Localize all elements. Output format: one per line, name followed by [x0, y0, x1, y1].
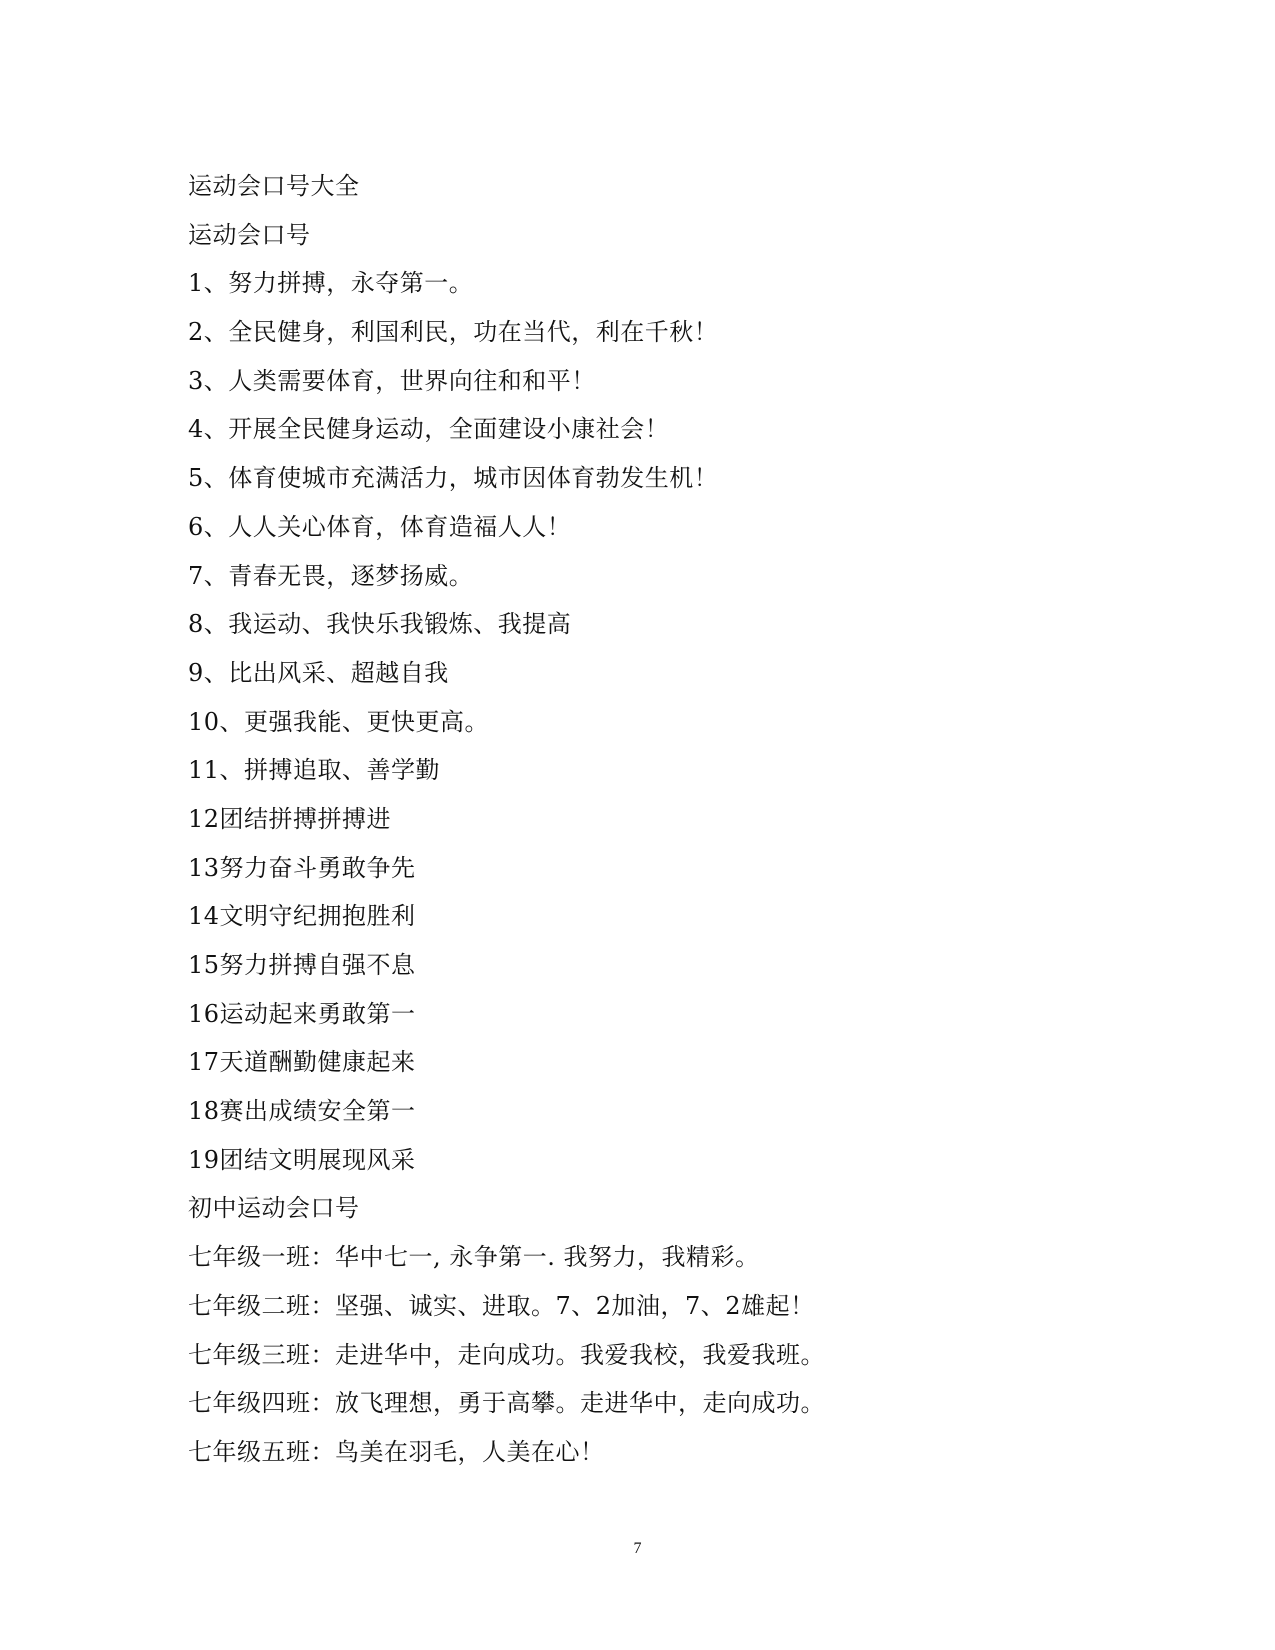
slogan-line: 9、比出风采、超越自我 — [188, 658, 449, 687]
slogan-line: 14文明守纪拥抱胜利 — [188, 902, 416, 931]
slogan-line: 19团结文明展现风采 — [188, 1145, 416, 1174]
class-slogan-line: 七年级一班：华中七一, 永争第一. 我努力，我精彩。 — [188, 1243, 760, 1272]
slogan-line: 4、开展全民健身运动，全面建设小康社会！ — [188, 415, 670, 444]
document-body — [188, 162, 1088, 1477]
class-slogan-line: 七年级五班：鸟美在羽毛，人美在心！ — [188, 1437, 605, 1466]
slogan-line: 12团结拼搏拼搏进 — [188, 804, 392, 833]
slogan-line: 11、拼搏追取、善学勤 — [188, 756, 441, 785]
slogan-line: 1、努力拼搏，永夺第一。 — [188, 269, 474, 298]
slogan-line: 16运动起来勇敢第一 — [188, 999, 416, 1028]
slogan-line: 5、体育使城市充满活力，城市因体育勃发生机！ — [188, 464, 719, 493]
slogan-line: 6、人人关心体育，体育造福人人！ — [188, 512, 572, 541]
section-heading: 初中运动会口号 — [188, 1194, 360, 1223]
slogan-line: 17天道酬勤健康起来 — [188, 1048, 416, 1077]
slogan-line: 8、我运动、我快乐我锻炼、我提高 — [188, 610, 572, 639]
slogan-line: 13努力奋斗勇敢争先 — [188, 853, 416, 882]
slogan-line: 3、人类需要体育，世界向往和和平！ — [188, 366, 596, 395]
slogan-line: 7、青春无畏，逐梦扬威。 — [188, 561, 474, 590]
page-number: 7 — [633, 1540, 642, 1557]
class-slogan-line: 七年级四班：放飞理想，勇于高攀。走进华中，走向成功。 — [188, 1389, 825, 1418]
document-title: 运动会口号大全 — [188, 172, 360, 200]
slogan-line: 2、全民健身，利国利民，功在当代，利在千秋！ — [188, 318, 719, 347]
slogan-line: 10、更强我能、更快更高。 — [188, 707, 490, 736]
slogan-line: 15努力拼搏自强不息 — [188, 951, 416, 979]
slogan-line: 18赛出成绩安全第一 — [188, 1097, 416, 1126]
class-slogan-line: 七年级二班：坚强、诚实、进取。7、2加油，7、2雄起！ — [188, 1291, 815, 1320]
class-slogan-line: 七年级三班：走进华中，走向成功。我爱我校，我爱我班。 — [188, 1340, 825, 1369]
section-heading: 运动会口号 — [188, 220, 311, 249]
